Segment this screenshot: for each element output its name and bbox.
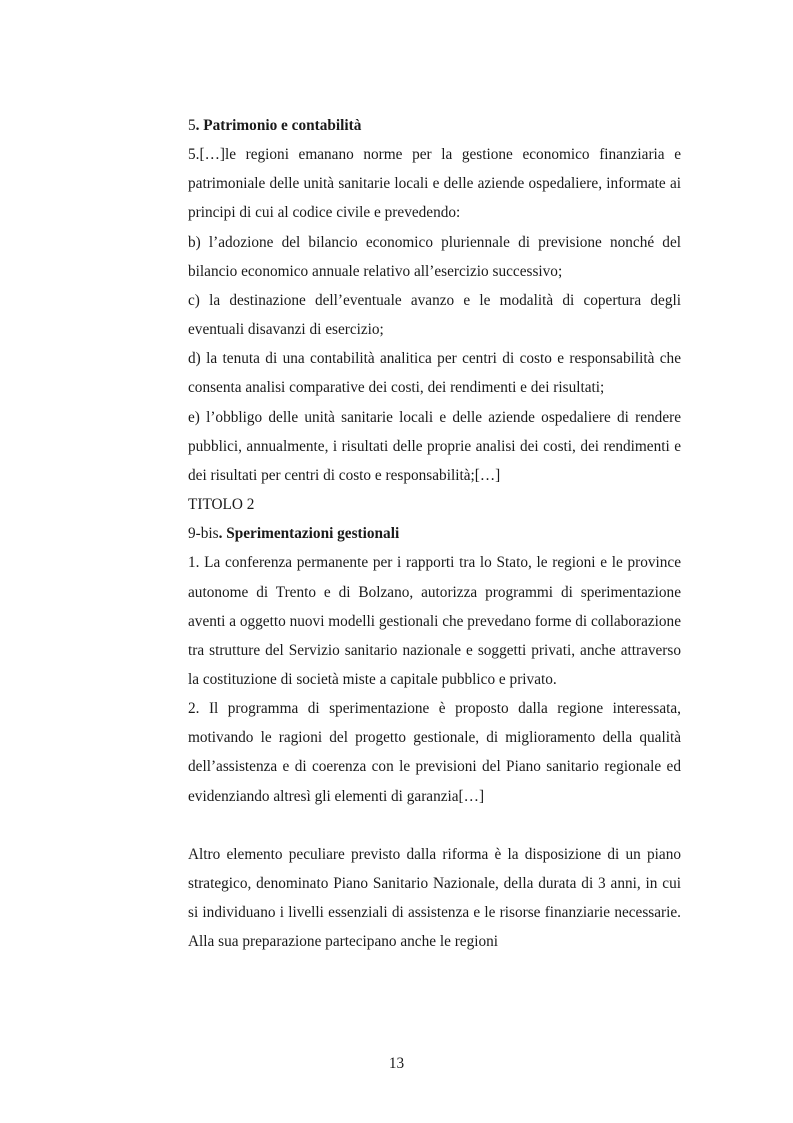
section-9bis-paragraph-2: 2. Il programma di sperimentazione è proposto dalla regione interessata, motivando le ragioni del progetto gestionale, di miglioramento della qualità dell’assistenza e di coerenza con le previsioni del Piano sanitario regionale ed evidenziando altresì gli elementi di garanzia[…] xyxy=(188,700,681,805)
page-number: 13 xyxy=(388,1055,405,1072)
section-5-item-b: b) l’adozione del bilancio economico pluriennale di previsione nonché del bilancio economico annuale relativo all’esercizio successivo; xyxy=(188,233,681,280)
section-5-title: . Patrimonio e contabilità xyxy=(195,117,362,134)
section-9bis-heading xyxy=(188,519,681,548)
section-9bis-number: 9-bis xyxy=(188,525,219,543)
page-body xyxy=(188,111,681,956)
section-5-item-c: c) la destinazione dell’eventuale avanzo e le modalità di copertura degli eventuali disavanzi di esercizio; xyxy=(188,291,681,339)
section-5-intro: 5.[…]le regioni emanano norme per la gestione economico finanziaria e patrimoniale delle unità sanitarie locali e delle aziende ospedaliere, informate ai principi di cui al codice civile e prevedendo: xyxy=(188,146,681,222)
closing-paragraph: Altro elemento peculiare previsto dalla riforma è la disposizione di un piano strategico, denominato Piano Sanitario Nazionale, della durata di 3 anni, in cui si individuano i livelli essenziali di assistenza e le risorse finanziarie necessarie. Alla sua preparazione partecipano anche le regioni xyxy=(188,845,681,951)
titolo-heading: TITOLO 2 xyxy=(188,496,255,514)
section-5-heading xyxy=(188,111,681,140)
paragraph-spacer xyxy=(188,811,681,840)
section-5-number: 5 xyxy=(188,117,196,134)
section-9bis-paragraph-1: 1. La conferenza permanente per i rapporti tra lo Stato, le regioni e le province autonome di Trento e di Bolzano, autorizza programmi di sperimentazione aventi a oggetto nuovi modelli gestionali che prevedano forme di collaborazione tra strutture del Servizio sanitario nazionale e soggetti privati, anche attraverso la costituzione di società miste a capitale pubblico e privato. xyxy=(188,554,681,688)
section-5-item-d: d) la tenuta di una contabilità analitica per centri di costo e responsabilità che consenta analisi comparative dei costi, dei rendimenti e dei risultati; xyxy=(188,350,681,397)
section-9bis-title: . Sperimentazioni gestionali xyxy=(218,525,400,543)
section-5-item-e: e) l’obbligo delle unità sanitarie locali e delle aziende ospedaliere di rendere pubblici, annualmente, i risultati delle proprie analisi dei costi, dei rendimenti e dei risultati per centri di costo e responsabilità;[…] xyxy=(188,408,681,484)
